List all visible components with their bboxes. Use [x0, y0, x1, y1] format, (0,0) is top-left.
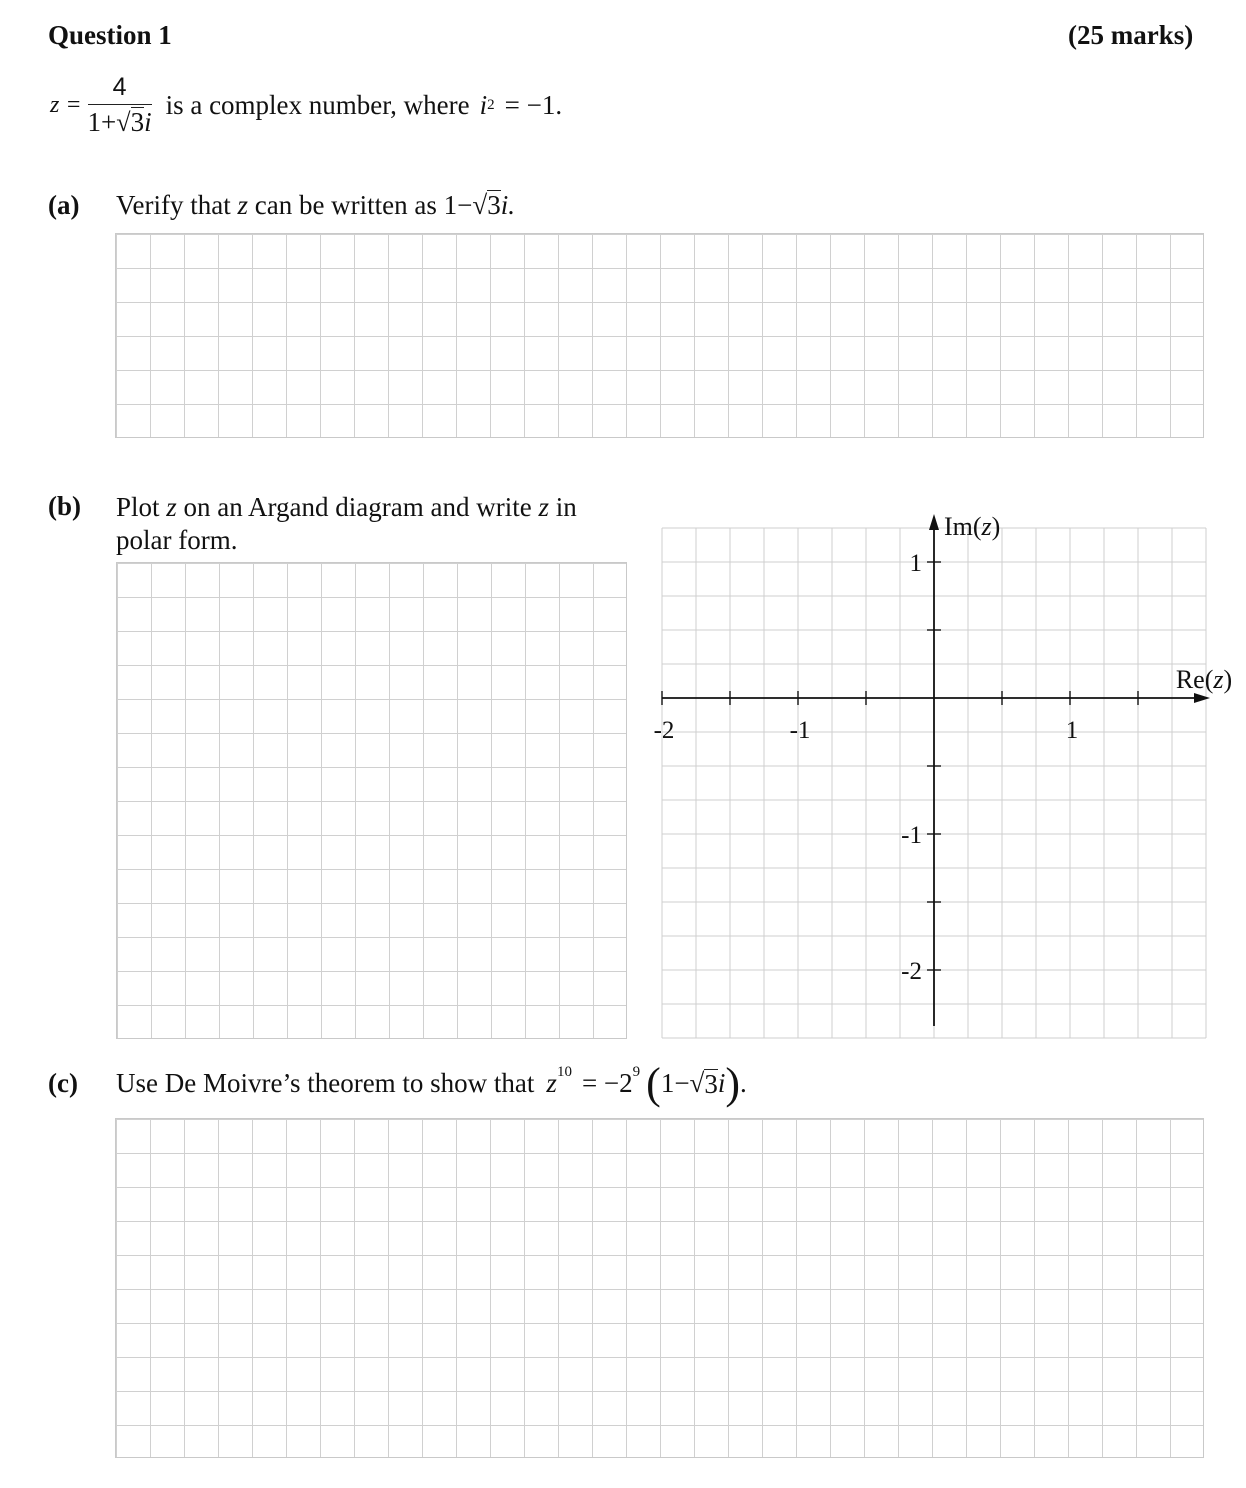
part-c-inner-prefix: 1−	[660, 1067, 690, 1098]
part-c-exp: 10	[556, 1064, 572, 1080]
part-a-text: Verify that z can be written as 1−√3i.	[116, 190, 515, 220]
part-c-open-paren: (	[646, 1058, 661, 1108]
stem-i-rhs: = −1.	[504, 89, 563, 120]
part-a-expr-suffix: i.	[500, 190, 515, 220]
stem-denominator: 1+√3i	[87, 107, 152, 137]
part-c-text: Use De Moivre’s theorem to show that z 10 = −2 9 ( 1− √ 3 i ) .	[116, 1058, 747, 1108]
y-tick-label: -2	[901, 958, 922, 985]
stem-denominator-suffix: i	[144, 107, 152, 137]
question-marks: (25 marks)	[1068, 20, 1194, 50]
real-axis-arrow	[1194, 693, 1210, 703]
x-tick-label: 1	[1065, 717, 1079, 744]
part-b-var2: z	[538, 492, 549, 522]
stem-denominator-radicand: 3	[130, 107, 145, 137]
part-a-text-before: Verify that	[116, 190, 231, 220]
part-b-var: z	[166, 492, 177, 522]
stem-numerator: 4	[88, 70, 152, 105]
part-a-label: (a)	[48, 190, 80, 220]
y-tick-label: 1	[909, 550, 922, 577]
part-b-text-line2: polar form.	[116, 525, 238, 555]
answer-grid-a[interactable]	[115, 233, 1204, 438]
argand-labels	[654, 512, 1233, 985]
part-c-var: z	[546, 1067, 557, 1098]
part-b-text-before: Plot	[116, 492, 160, 522]
part-c-rhs-exp: 9	[632, 1064, 641, 1080]
part-b-text-mid: on an Argand diagram and write	[183, 492, 532, 522]
imaginary-axis-label: Im(z)	[944, 512, 1001, 541]
x-tick-label: -2	[653, 717, 675, 744]
part-a-expr-radicand: 3	[487, 190, 501, 220]
part-c-text-main: Use De Moivre’s theorem to show that	[116, 1067, 535, 1098]
part-c-close-paren: )	[725, 1058, 741, 1108]
part-c-period: .	[740, 1067, 747, 1098]
question-stem	[50, 70, 562, 140]
stem-i-exp: 2	[487, 96, 495, 113]
part-c-inner-radicand: 3	[704, 1068, 718, 1099]
part-c-inner-suffix: i	[717, 1067, 726, 1098]
answer-grid-b[interactable]	[116, 562, 627, 1039]
x-tick-label: -1	[789, 717, 811, 744]
stem-fraction	[88, 70, 152, 140]
part-b-label: (b)	[48, 491, 81, 521]
part-a-var: z	[237, 190, 248, 220]
part-a-expr-prefix: 1−	[443, 190, 473, 220]
part-a-text-after: can be written as	[254, 190, 437, 220]
imaginary-axis-arrow	[929, 514, 939, 530]
part-c-label: (c)	[48, 1068, 78, 1098]
y-tick-label: -1	[901, 822, 922, 849]
stem-text: is a complex number, where	[165, 89, 470, 120]
stem-denominator-prefix: 1+	[87, 107, 117, 137]
question-title: Question 1	[48, 20, 172, 50]
part-b-text-after: in	[555, 492, 577, 522]
part-b-text	[116, 491, 636, 557]
argand-diagram[interactable]	[650, 505, 1233, 1045]
argand-axes	[662, 514, 1210, 1026]
part-c-rhs-prefix: = −2	[581, 1067, 633, 1098]
real-axis-label: Re(z)	[1175, 665, 1233, 694]
stem-lhs: z =	[50, 91, 82, 118]
stem-i-var: i	[479, 89, 488, 120]
answer-grid-c[interactable]	[115, 1118, 1204, 1458]
